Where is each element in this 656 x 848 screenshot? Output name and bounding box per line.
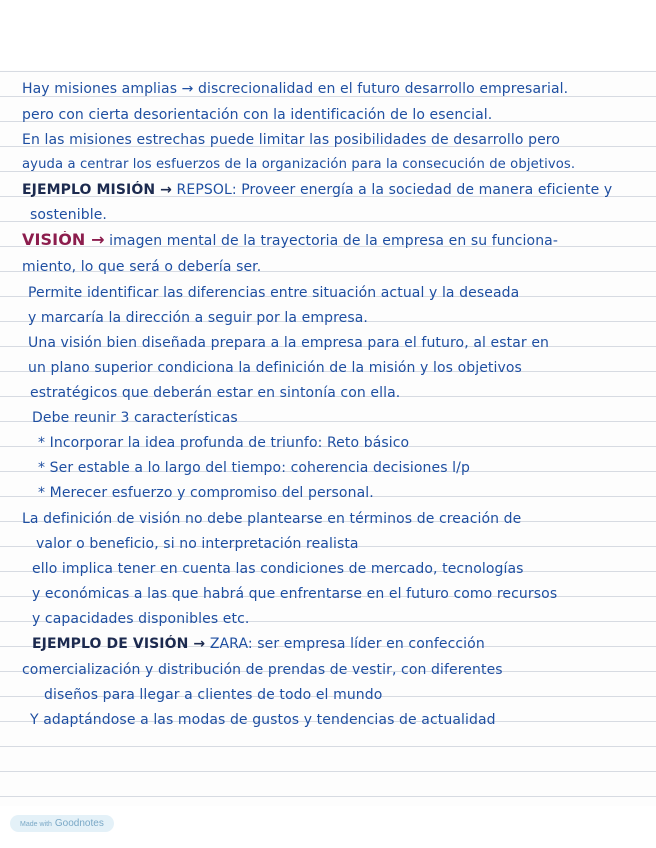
mission-example-label: EJEMPLO MISIÓN → [22, 182, 172, 198]
vision-heading-label: VISIÓN → [22, 231, 105, 249]
note-line: y marcaría la dirección a seguir por la empresa. [28, 310, 368, 326]
note-line: ayuda a centrar los esfuerzos de la organización para la consecución de objetivos. [22, 157, 576, 172]
note-line: Hay misiones amplias → discrecionalidad en el futuro desarrollo empresarial. [22, 81, 569, 97]
note-line: diseños para llegar a clientes de todo el mundo [44, 687, 383, 703]
note-line: Debe reunir 3 características [32, 410, 238, 426]
made-with-text: Made with [20, 821, 52, 828]
note-line: * Incorporar la idea profunda de triunfo: Reto básico [38, 435, 410, 451]
note-line: comercialización y distribución de prendas de vestir, con diferentes [22, 662, 503, 678]
goodnotes-watermark [10, 815, 114, 832]
note-line: valor o beneficio, si no interpretación realista [36, 536, 359, 552]
note-line: * Ser estable a lo largo del tiempo: coherencia decisiones l/p [38, 460, 470, 476]
vision-example-label: EJEMPLO DE VISIÓN → [32, 636, 206, 652]
note-line: Una visión bien diseñada prepara a la empresa para el futuro, al estar en [28, 335, 549, 351]
note-line: pero con cierta desorientación con la identificación de lo esencial. [22, 107, 493, 123]
note-line: y capacidades disponibles etc. [32, 611, 250, 627]
note-line: * Merecer esfuerzo y compromiso del personal. [38, 485, 374, 501]
mission-example-line [22, 181, 650, 199]
note-line: estratégicos que deberán estar en sintonía con ella. [30, 385, 401, 401]
note-line: La definición de visión no debe plantearse en términos de creación de [22, 511, 522, 527]
note-line: un plano superior condiciona la definición de la misión y los objetivos [28, 360, 522, 376]
page-top-margin [0, 0, 656, 70]
note-line: ello implica tener en cuenta las condiciones de mercado, tecnologías [32, 561, 524, 577]
note-line: miento, lo que será o debería ser. [22, 259, 262, 275]
note-line: y económicas a las que habrá que enfrentarse en el futuro como recursos [32, 586, 558, 602]
goodnotes-brand: Goodnotes [54, 818, 104, 829]
mission-example-text: REPSOL: Proveer energía a la sociedad de manera eficiente y [176, 182, 613, 198]
note-line: Permite identificar las diferencias entre situación actual y la deseada [28, 285, 520, 301]
vision-example-text: ZARA: ser empresa líder en confección [209, 636, 485, 652]
vision-heading-text: imagen mental de la trayectoria de la empresa en su funciona- [109, 233, 559, 249]
note-line: Y adaptándose a las modas de gustos y tendencias de actualidad [30, 712, 496, 728]
vision-example-line [32, 635, 650, 653]
note-line: sostenible. [30, 207, 107, 223]
note-line: En las misiones estrechas puede limitar las posibilidades de desarrollo pero [22, 132, 561, 148]
vision-heading-line [22, 231, 650, 250]
